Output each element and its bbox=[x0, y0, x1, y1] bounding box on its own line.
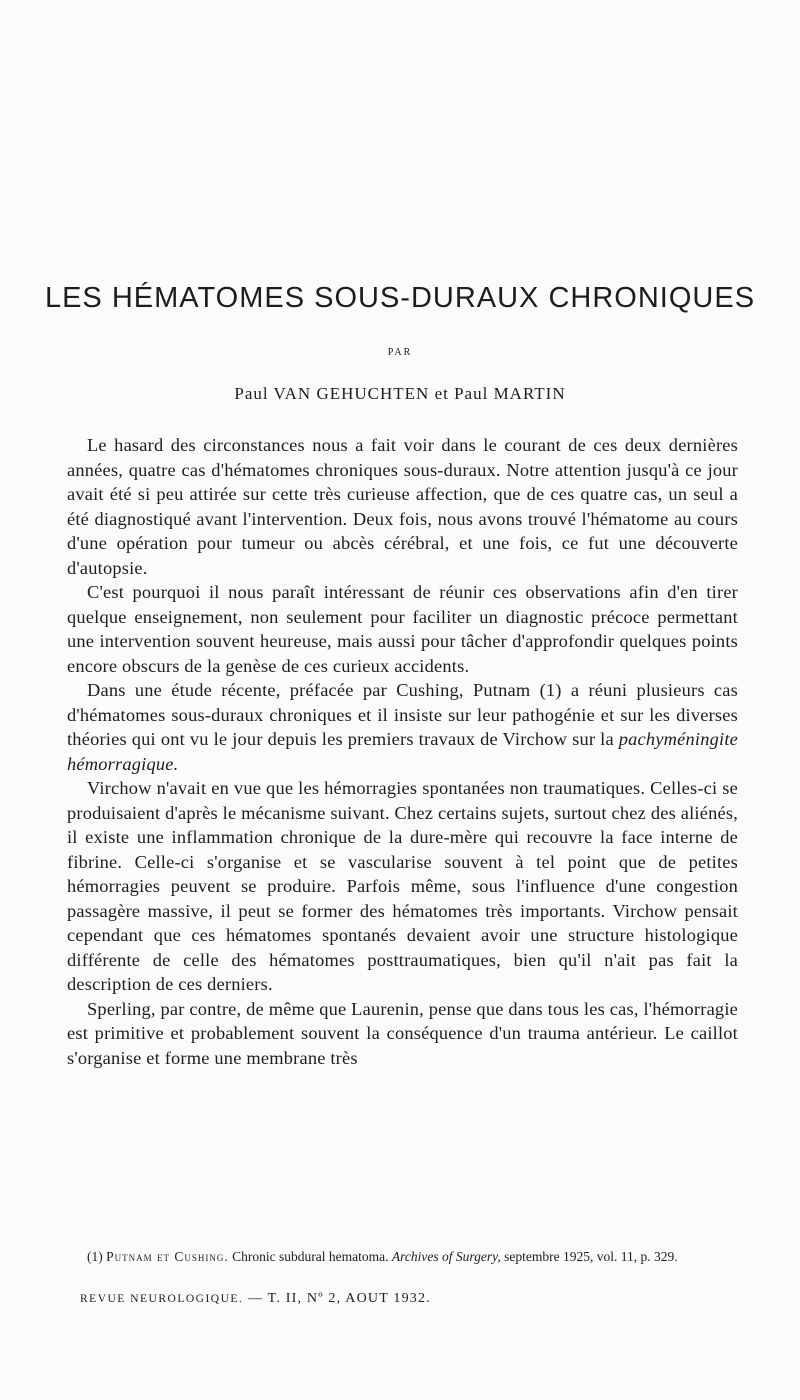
footnote bbox=[67, 1247, 738, 1267]
paragraph-1: Le hasard des circonstances nous a fait voir dans le courant de ces deux dernières années, quatre cas d'hématomes chroniques sous-duraux. Notre attention jusqu'à ce jour avait été si peu attirée sur cette très curieuse affection, que de ces quatre cas, un seul a été diagnostiqué avant l'intervention. Deux fois, nous avons trouvé l'hématome au cours d'une opération pour tumeur ou abcès cérébral, et une fois, ce fut une découverte d'autopsie. bbox=[67, 435, 738, 578]
byline-par: PAR bbox=[387, 347, 413, 358]
footnote-marker: (1) bbox=[87, 1249, 103, 1264]
paragraph-3-text: Dans une étude récente, préfacée par Cushing, Putnam (1) a réuni plusieurs cas d'hématomes sous-duraux chroniques et il insiste sur leur pathogénie et sur les diverses théories qui ont vu le jour depuis les premiers travaux de Virchow sur la bbox=[67, 680, 738, 749]
running-footer bbox=[80, 1291, 760, 1307]
article-title: LES HÉMATOMES SOUS-DURAUX CHRONIQUES bbox=[44, 282, 756, 314]
article-body bbox=[67, 433, 738, 1070]
footnote-title: Chronic subdural hematoma. bbox=[232, 1249, 389, 1264]
paragraph-3-emphasis: pachyméningite hémorragique. bbox=[67, 729, 738, 774]
footnote-details: septembre 1925, vol. 11, p. 329. bbox=[504, 1249, 678, 1264]
paragraph-2: C'est pourquoi il nous paraît intéressant de réunir ces observations afin d'en tirer quelque enseignement, non seulement pour faciliter un diagnostic précoce permettant une intervention souvent heureuse, mais aussi pour tâcher d'approfondir quelques points encore obscurs de la genèse de ces curieux accidents. bbox=[67, 582, 738, 676]
footnote-journal: Archives of Surgery, bbox=[391, 1249, 501, 1264]
journal-name: REVUE NEUROLOGIQUE. bbox=[80, 1293, 244, 1305]
journal-issue: — T. II, Nº 2, AOUT 1932. bbox=[248, 1291, 431, 1306]
paragraph-5: Sperling, par contre, de même que Laurenin, pense que dans tous les cas, l'hémorragie est primitive et probablement souvent la conséquence d'un trauma antérieur. Le caillot s'organise et forme une membrane très bbox=[67, 998, 739, 1068]
article-authors: Paul VAN GEHUCHTEN et Paul MARTIN bbox=[234, 384, 566, 403]
footnote-authors: Putnam et Cushing. bbox=[106, 1249, 229, 1264]
paragraph-3 bbox=[67, 678, 738, 776]
paragraph-4: Virchow n'avait en vue que les hémorragies spontanées non traumatiques. Celles-ci se produisaient d'après le mécanisme suivant. Chez certains sujets, surtout chez des aliénés, il existe une inflammation chronique de la dure-mère qui recouvre la face interne de fibrine. Celle-ci s'organise et se vascularise souvent à tel point que de petites hémorragies peuvent se produire. Parfois même, sous l'influence d'une congestion passagère massive, il peut se former des hématomes très importants. Virchow pensait cependant que ces hématomes spontanés devaient avoir une structure histologique différente de celle des hématomes posttraumatiques, bien qu'il n'ait pas fait la description de ces derniers. bbox=[67, 778, 738, 994]
